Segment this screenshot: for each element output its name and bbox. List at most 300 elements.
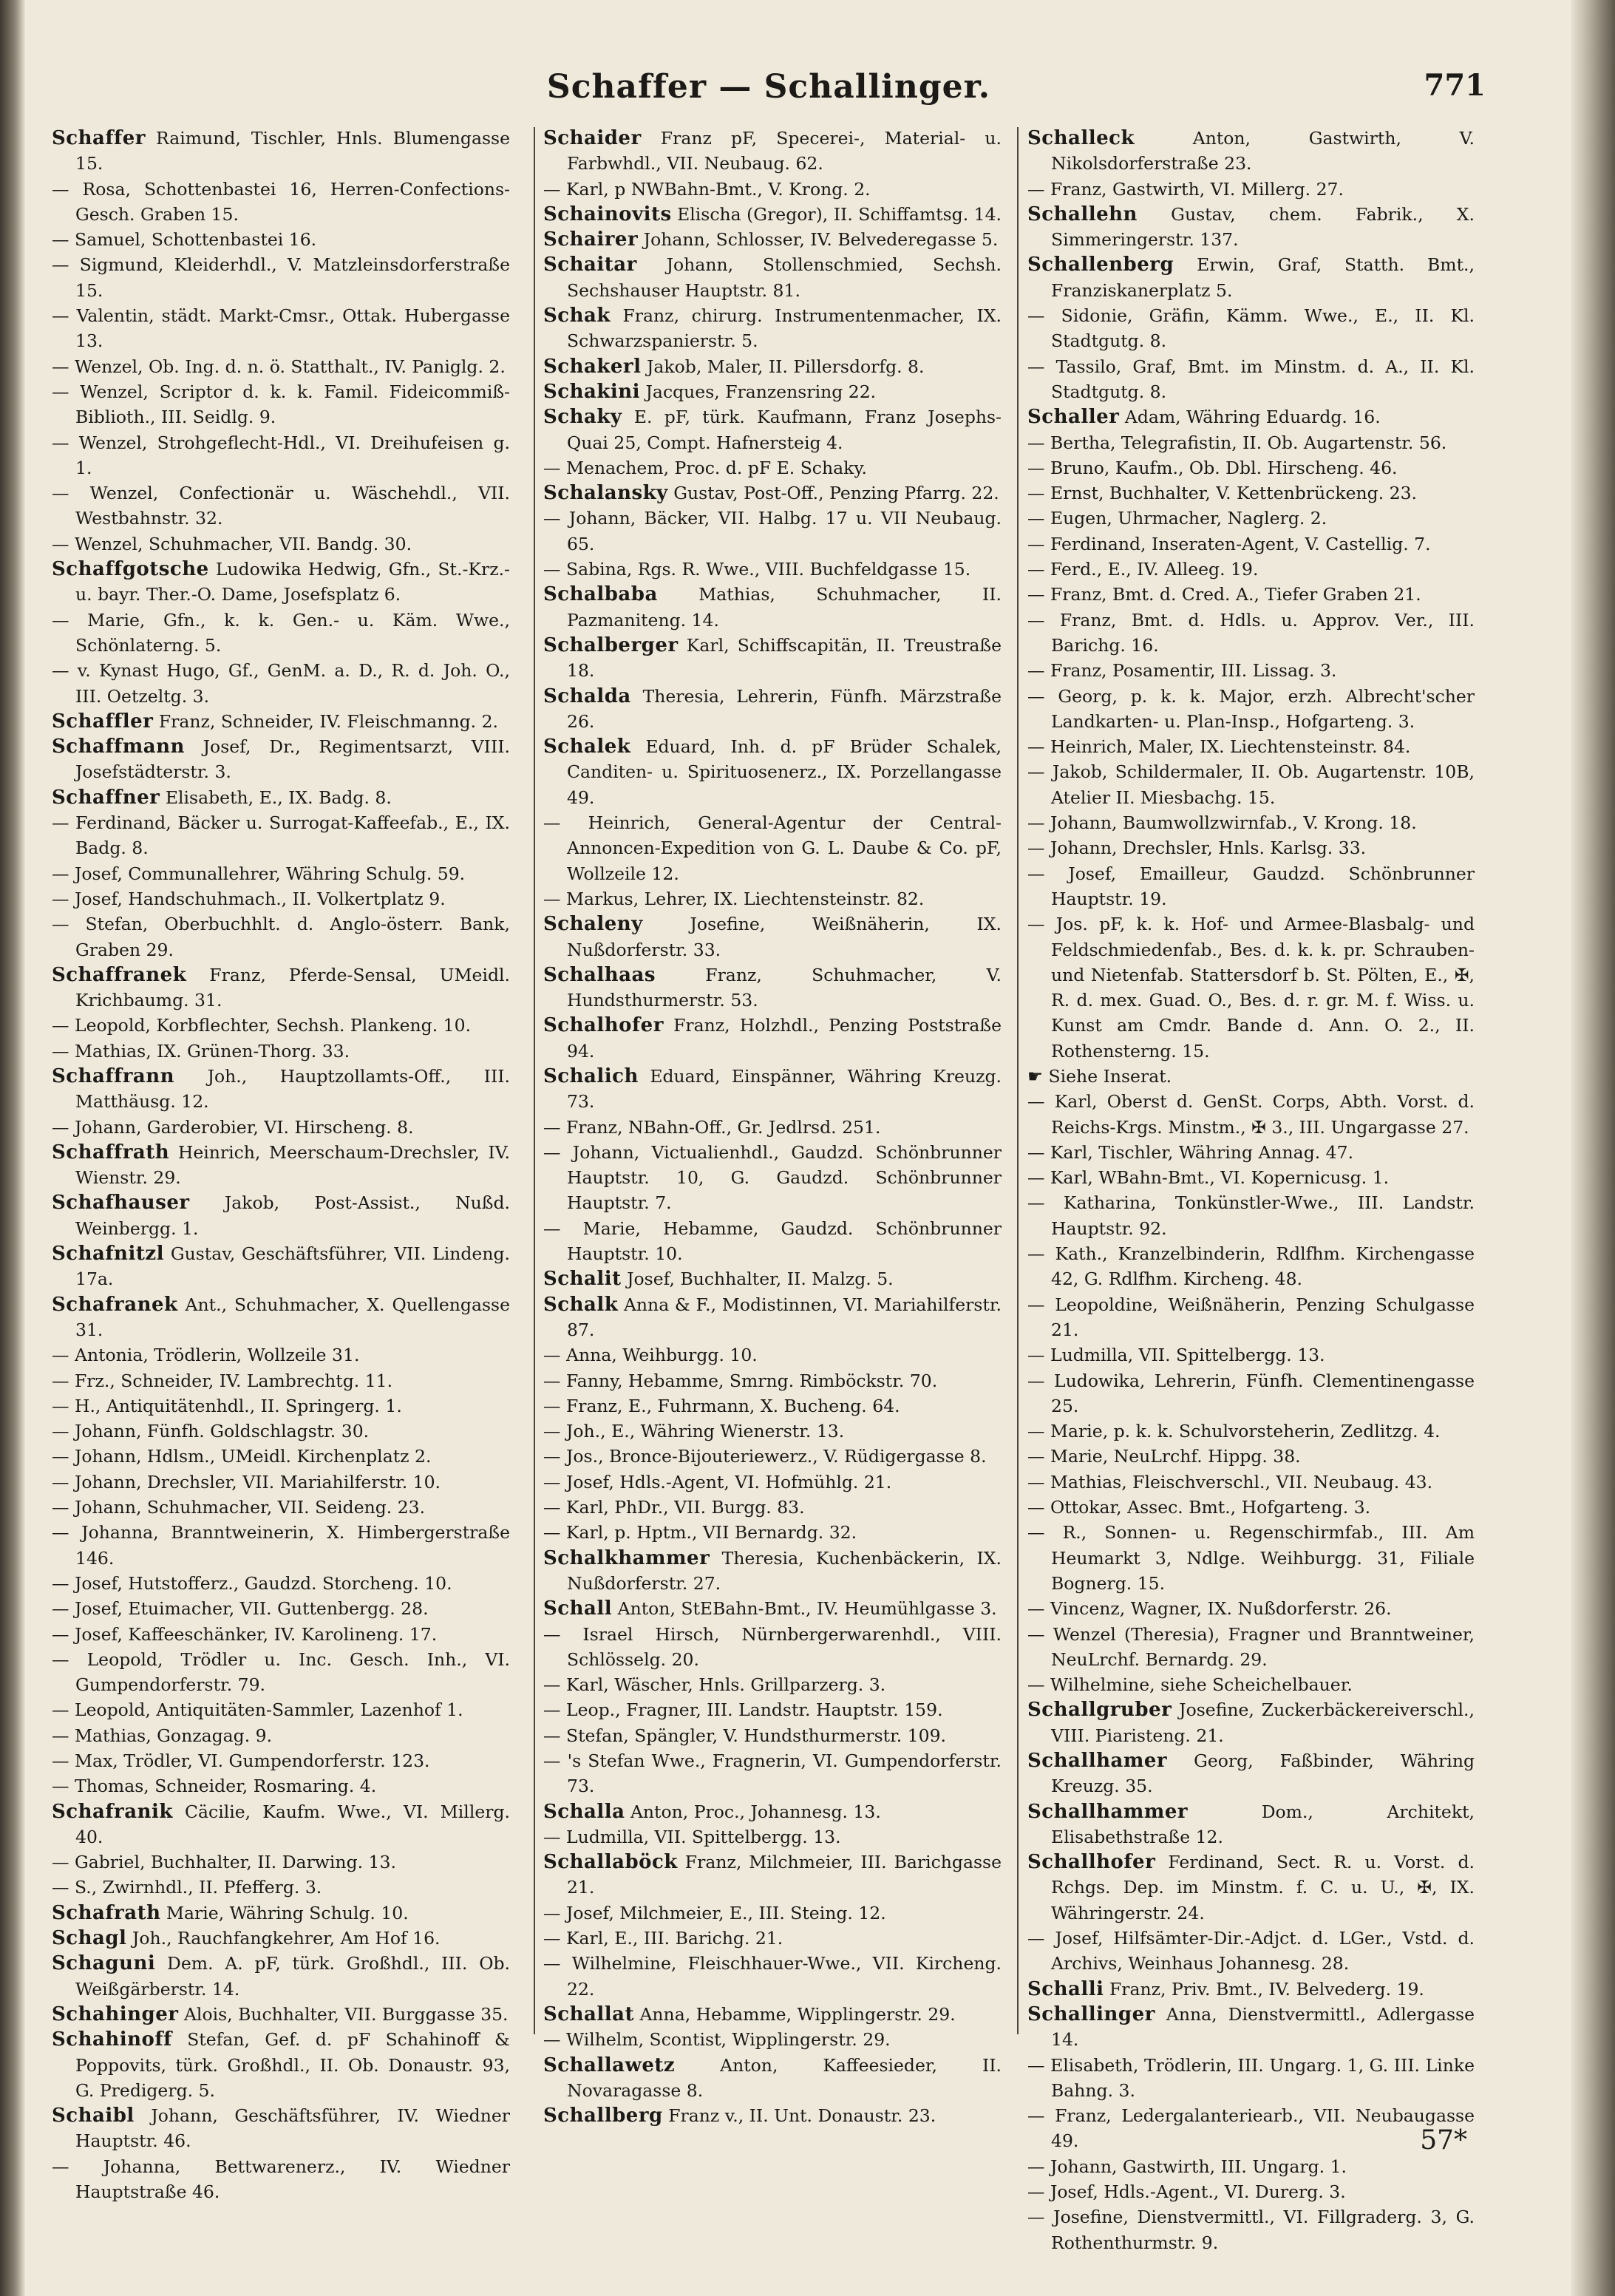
entry-text: — Josef, Hilfsämter-Dir.-Adjct. d. LGer., Vstd. d. Archivs, Weinhaus Johannesg. 28. — [1027, 1928, 1475, 1974]
directory-entry — [52, 886, 510, 911]
entry-text: — Leopold, Trödler u. Inc. Gesch. Inh., VI. Gumpendorferstr. 79. — [52, 1648, 510, 1696]
entry-text: — Johann, Fünfh. Goldschlagstr. 30. — [52, 1421, 370, 1442]
entry-text: — Ottokar, Assec. Bmt., Hofgarteng. 3. — [1027, 1497, 1371, 1518]
directory-entry — [52, 1241, 510, 1292]
entry-text: — Ferdinand, Bäcker u. Surrogat-Kaffeefab., E., IX. Badg. 8. — [52, 812, 510, 859]
directory-entry — [543, 1266, 1002, 1291]
entry-surname: Schahinoff — [52, 2028, 172, 2051]
directory-entry — [543, 2053, 1002, 2104]
directory-entry — [52, 1342, 510, 1368]
directory-entry — [52, 252, 510, 303]
entry-surname: Schalhofer — [543, 1014, 664, 1037]
entry-surname: Schalla — [543, 1800, 625, 1823]
directory-entry — [543, 582, 1002, 633]
entry-surname: Schalek — [543, 736, 631, 758]
entry-surname: Schallehn — [1027, 203, 1138, 225]
entry-text: — Heinrich, General-Agentur der Central-Annoncen-Expedition von G. L. Daube & Co. pF, Wollzeile 12. — [543, 812, 1002, 884]
entry-text: — Johann, Victualienhdl., Gaudzd. Schönbrunner Hauptstr. 10, G. Gaudzd. Schönbrunner Hauptstr. 7. — [543, 1141, 1002, 1214]
directory-entry — [1027, 404, 1475, 429]
column-2 — [543, 126, 1002, 2128]
directory-entry — [52, 1292, 510, 1343]
directory-entry — [1027, 202, 1475, 253]
directory-entry — [543, 810, 1002, 886]
directory-entry — [1027, 506, 1475, 531]
entry-text: Gustav, Geschäftsführer, VII. Lindeng. 17a. — [75, 1243, 510, 1290]
directory-entry — [52, 861, 510, 886]
directory-entry — [543, 1495, 1002, 1520]
entry-text: — Wilhelmine, Fleischhauer-Wwe., VII. Kircheng. 22. — [543, 1953, 1002, 2000]
directory-entry — [543, 455, 1002, 480]
directory-entry — [52, 1064, 510, 1115]
entry-text: — Josef, Emailleur, Gaudzd. Schönbrunner Hauptstr. 19. — [1027, 863, 1475, 909]
entry-surname: Schalich — [543, 1064, 639, 1087]
entry-surname: Schaitar — [543, 254, 637, 276]
directory-entry — [1027, 658, 1475, 683]
entry-text: Jacques, Franzensring 22. — [645, 381, 877, 402]
directory-entry — [543, 734, 1002, 810]
entry-text: — Johann, Gastwirth, III. Ungarg. 1. — [1027, 2156, 1347, 2177]
entry-text: — Marie, Hebamme, Gaudzd. Schönbrunner Hauptstr. 10. — [543, 1217, 1002, 1265]
entry-text: — Sigmund, Kleiderhdl., V. Matzleinsdorferstraße 15. — [52, 254, 510, 301]
directory-entry — [543, 1546, 1002, 1597]
entry-text: Josefine, Weißnäherin, IX. Nußdorferstr. 33. — [567, 914, 1002, 960]
directory-entry — [1027, 2179, 1475, 2204]
column-divider — [534, 127, 535, 2034]
entry-text: Alois, Buchhalter, VII. Burggasse 35. — [183, 2003, 509, 2025]
directory-entry — [543, 506, 1002, 557]
directory-entry — [543, 962, 1002, 1013]
directory-entry — [1027, 2053, 1475, 2104]
entry-text: — Ludmilla, VII. Spittelbergg. 13. — [543, 1826, 841, 1847]
entry-text: — Josef, Milchmeier, E., III. Steing. 12. — [543, 1902, 886, 1923]
entry-text: Anton, Kaffeesieder, II. Novaragasse 8. — [567, 2054, 1002, 2101]
entry-text: — Ferdinand, Inseraten-Agent, V. Castellig. 7. — [1027, 533, 1431, 554]
directory-entry — [543, 1470, 1002, 1495]
entry-surname: Schaibl — [52, 2105, 135, 2127]
page-edge — [1571, 0, 1615, 2296]
entry-surname: Schairer — [543, 228, 639, 251]
entry-text: Gustav, Post-Off., Penzing Pfarrg. 22. — [673, 483, 999, 504]
directory-entry — [52, 1495, 510, 1520]
entry-text: Anna, Hebamme, Wipplingerstr. 29. — [639, 2003, 956, 2025]
directory-entry — [52, 1748, 510, 1773]
entry-text: — Karl, p. Hptm., VII Bernardg. 32. — [543, 1522, 857, 1543]
directory-entry — [543, 1393, 1002, 1419]
page-number: 771 — [1424, 68, 1486, 103]
directory-entry — [52, 1875, 510, 1900]
entry-text: — Karl, E., III. Barichg. 21. — [543, 1928, 783, 1949]
entry-surname: Schaguni — [52, 1952, 156, 1975]
entry-text: — Valentin, städt. Markt-Cmsr., Ottak. Hubergasse 13. — [52, 305, 510, 352]
entry-text: Elisabeth, E., IX. Badg. 8. — [165, 787, 392, 808]
entry-surname: Schallhammer — [1027, 1800, 1189, 1823]
directory-entry — [543, 1723, 1002, 1748]
entry-text: — Katharina, Tonkünstler-Wwe., III. Landstr. Hauptstr. 92. — [1027, 1192, 1475, 1239]
directory-entry — [1027, 835, 1475, 860]
entry-surname: Schalhaas — [543, 963, 656, 986]
directory-entry — [1027, 1165, 1475, 1190]
directory-entry — [1027, 684, 1475, 735]
entry-text: — Frz., Schneider, IV. Lambrechtg. 11. — [52, 1370, 393, 1391]
directory-entry — [52, 531, 510, 557]
directory-entry — [543, 1926, 1002, 1951]
page-header — [52, 68, 1486, 120]
entry-text: Johann, Schlosser, IV. Belvederegasse 5. — [643, 229, 999, 251]
entry-text: — H., Antiquitätenhdl., II. Springerg. 1. — [52, 1395, 402, 1416]
entry-surname: Schallberg — [543, 2105, 663, 2127]
entry-surname: Schaffmann — [52, 736, 185, 758]
directory-entry — [52, 1140, 510, 1191]
directory-entry — [52, 1470, 510, 1495]
entry-surname: Schalleck — [1027, 127, 1135, 149]
directory-entry — [1027, 1241, 1475, 1292]
directory-entry — [543, 1342, 1002, 1368]
entry-text: — v. Kynast Hugo, Gf., GenM. a. D., R. d. Joh. O., III. Oetzeltg. 3. — [52, 660, 510, 707]
entry-text: — Samuel, Schottenbastei 16. — [52, 229, 317, 251]
directory-entry — [1027, 430, 1475, 455]
entry-text: — Johann, Baumwollzwirnfab., V. Krong. 18. — [1027, 812, 1417, 834]
directory-entry — [543, 1368, 1002, 1393]
entry-text: — Stefan, Oberbuchhlt. d. Anglo-österr. Bank, Graben 29. — [52, 914, 510, 960]
entry-text: — Franz, E., Fuhrmann, X. Bucheng. 64. — [543, 1395, 900, 1416]
directory-entry — [543, 1824, 1002, 1850]
entry-text: Erwin, Graf, Statth. Bmt., Franziskanerplatz 5. — [1051, 254, 1475, 301]
signature-mark: 57* — [1420, 2125, 1467, 2156]
entry-surname: Schalansky — [543, 482, 668, 505]
entry-surname: Schagl — [52, 1927, 127, 1950]
entry-text: — Wenzel, Ob. Ing. d. n. ö. Statthalt., IV. Paniglg. 2. — [52, 356, 506, 377]
entry-surname: Schaffranek — [52, 963, 187, 986]
entry-text: — Franz, Posamentir, III. Lissag. 3. — [1027, 660, 1337, 682]
entry-text: — Antonia, Trödlerin, Wollzeile 31. — [52, 1345, 360, 1366]
entry-surname: Schallinger — [1027, 2003, 1155, 2025]
entry-text: — Karl, PhDr., VII. Burgg. 83. — [543, 1497, 805, 1518]
directory-entry — [1027, 1342, 1475, 1368]
entry-text: — Wenzel (Theresia), Fragner und Branntweiner, NeuLrchf. Bernardg. 29. — [1027, 1623, 1475, 1670]
entry-text: — Eugen, Uhrmacher, Naglerg. 2. — [1027, 508, 1327, 529]
entry-text: — R., Sonnen- u. Regenschirmfab., III. Am Heumarkt 3, Ndlge. Weihburgg. 31, Filiale Bognerg. 15. — [1027, 1522, 1475, 1594]
entry-text: Theresia, Lehrerin, Fünfh. Märzstraße 26. — [567, 685, 1002, 732]
entry-text: — Ferd., E., IV. Alleeg. 19. — [1027, 559, 1259, 580]
entry-text: Anton, Proc., Johannesg. 13. — [630, 1801, 881, 1822]
directory-entry — [52, 2154, 510, 2205]
entry-text: — Elisabeth, Trödlerin, III. Ungarg. 1, G. III. Linke Bahng. 3. — [1027, 2054, 1475, 2101]
directory-entry — [1027, 531, 1475, 557]
directory-entry — [543, 1748, 1002, 1799]
entry-surname: Schaffner — [52, 786, 160, 809]
entry-text: — Ludmilla, VII. Spittelbergg. 13. — [1027, 1345, 1325, 1366]
entry-text: Johann, Geschäftsführer, IV. Wiedner Hauptstr. 46. — [75, 2105, 510, 2152]
entry-text: — Johanna, Branntweinerin, X. Himbergerstraße 146. — [52, 1522, 510, 1569]
entry-text: Anton, Gastwirth, V. Nikolsdorferstraße 23. — [1051, 128, 1475, 174]
entry-surname: Schallhofer — [1027, 1851, 1156, 1874]
entry-text: — Tassilo, Graf, Bmt. im Minstm. d. A., II. Kl. Stadtgutg. 8. — [1027, 356, 1475, 402]
entry-surname: Schafnitzl — [52, 1243, 164, 1266]
entry-text: Theresia, Kuchenbäckerin, IX. Nußdorferstr. 27. — [567, 1547, 1002, 1594]
entry-surname: Schalli — [1027, 1977, 1104, 2000]
directory-entry — [1027, 2204, 1475, 2255]
entry-surname: Schafhauser — [52, 1192, 190, 1215]
directory-entry — [52, 1115, 510, 1140]
entry-text: Anna, Dienstvermittl., Adlergasse 14. — [1051, 2003, 1475, 2051]
entry-text: Josef, Buchhalter, II. Malzg. 5. — [627, 1268, 894, 1290]
entry-text: — Bertha, Telegrafistin, II. Ob. Augartenstr. 56. — [1027, 432, 1447, 453]
directory-entry — [1027, 608, 1475, 659]
directory-entry — [1027, 1444, 1475, 1469]
entry-text: — Vincenz, Wagner, IX. Nußdorferstr. 26. — [1027, 1598, 1392, 1620]
entry-text: — Johann, Hdlsm., UMeidl. Kirchenplatz 2. — [52, 1446, 432, 1467]
directory-entry — [1027, 252, 1475, 303]
directory-entry — [52, 354, 510, 379]
entry-text: — Heinrich, Maler, IX. Liechtensteinstr. 84. — [1027, 736, 1411, 758]
directory-entry — [52, 1647, 510, 1698]
directory-entry — [543, 202, 1002, 227]
entry-surname: Schaleny — [543, 913, 643, 936]
directory-entry — [52, 1419, 510, 1444]
directory-entry — [52, 785, 510, 810]
entry-surname: Schallawetz — [543, 2054, 676, 2076]
directory-entry — [52, 1799, 510, 1850]
directory-entry — [52, 2027, 510, 2103]
entry-text: — Menachem, Proc. d. pF E. Schaky. — [543, 457, 867, 478]
directory-entry — [543, 1596, 1002, 1621]
directory-entry — [52, 1571, 510, 1596]
entry-text: — Jakob, Schildermaler, II. Ob. Augartenstr. 10B, Atelier II. Miesbachg. 15. — [1027, 761, 1475, 808]
directory-entry — [543, 227, 1002, 252]
entry-text: Franz, chirurg. Instrumentenmacher, IX. Schwarzspanierstr. 5. — [567, 305, 1002, 352]
entry-surname: Schahinger — [52, 2003, 179, 2025]
directory-entry — [52, 1039, 510, 1064]
entry-text: — Leopold, Antiquitäten-Sammler, Lazenhof 1. — [52, 1699, 463, 1721]
directory-entry — [52, 1444, 510, 1469]
directory-entry — [543, 1419, 1002, 1444]
entry-text: — Franz, Ledergalanteriearb., VII. Neubaugasse 49. — [1027, 2105, 1475, 2152]
entry-text: — Wilhelm, Scontist, Wipplingerstr. 29. — [543, 2029, 891, 2051]
directory-entry — [1027, 2154, 1475, 2179]
entry-surname: Schafranek — [52, 1293, 178, 1316]
entry-text: Franz, Holzhdl., Penzing Poststraße 94. — [567, 1015, 1002, 1062]
directory-entry — [1027, 1977, 1475, 2002]
directory-entry — [52, 658, 510, 709]
entry-text: Ludowika Hedwig, Gfn., St.-Krz.-u. bayr. Ther.-O. Dame, Josefsplatz 6. — [75, 559, 510, 605]
directory-entry — [543, 911, 1002, 962]
directory-entry — [543, 1697, 1002, 1722]
entry-text: Heinrich, Meerschaum-Drechsler, IV. Wienstr. 29. — [75, 1141, 510, 1189]
entry-text: Stefan, Gef. d. pF Schahinoff & Poppovits, türk. Großhdl., II. Ob. Donaustr. 93, G. Predigerg. 5. — [75, 2029, 510, 2101]
entry-surname: Schalberger — [543, 634, 679, 656]
entry-text: Gustav, chem. Fabrik., X. Simmeringerstr. 137. — [1051, 203, 1475, 251]
entry-text: — Thomas, Schneider, Rosmaring. 4. — [52, 1776, 377, 1797]
directory-entry — [543, 177, 1002, 202]
directory-entry — [52, 1013, 510, 1038]
entry-text: — Karl, Wäscher, Hnls. Grillparzerg. 3. — [543, 1674, 886, 1696]
directory-entry — [52, 709, 510, 734]
directory-entry — [1027, 1419, 1475, 1444]
directory-entry — [1027, 582, 1475, 607]
column-1 — [52, 126, 510, 2204]
directory-entry — [543, 2027, 1002, 2052]
entry-surname: Schalda — [543, 685, 631, 707]
directory-entry — [543, 1064, 1002, 1115]
entry-text: Franz, Priv. Bmt., IV. Belvederg. 19. — [1109, 1978, 1424, 2000]
directory-entry — [52, 2002, 510, 2027]
entry-surname: Schaffer — [52, 127, 146, 149]
entry-text: Mathias, Schuhmacher, II. Pazmaniteng. 14. — [567, 584, 1002, 631]
directory-entry — [543, 1901, 1002, 1926]
directory-entry — [52, 810, 510, 861]
directory-entry — [543, 1520, 1002, 1545]
directory-entry — [52, 430, 510, 481]
directory-entry — [1027, 1926, 1475, 1977]
directory-entry — [52, 1850, 510, 1875]
entry-text: ☛ Siehe Inserat. — [1027, 1065, 1172, 1087]
entry-text: — Anna, Weihburgg. 10. — [543, 1345, 758, 1366]
entry-surname: Schalbaba — [543, 583, 658, 606]
directory-entry — [52, 1190, 510, 1241]
entry-surname: Schaider — [543, 127, 642, 149]
entry-text: Dem. A. pF, türk. Großhdl., III. Ob. Weißgärberstr. 14. — [75, 1953, 510, 2000]
directory-entry — [52, 1697, 510, 1722]
entry-text: — Ludowika, Lehrerin, Fünfh. Clementinengasse 25. — [1027, 1370, 1475, 1416]
directory-entry — [1027, 177, 1475, 202]
entry-text: — Jos. pF, k. k. Hof- und Armee-Blasbalg- und Feldschmiedenfab., Bes. d. k. k. pr. Schrauben- und Nietenfab. Stattersdorf b. St. Pölten, E., ✠, R. d. mex. Guad. O., Bes. d. r. gr. M. f. Wiss. u. Kunst am Cmdr. Bande d. Ann. O. 2., II. Rothensterng. 15. — [1027, 914, 1475, 1062]
entry-text: Ferdinand, Sect. R. u. Vorst. d. Rchgs. Dep. im Minstm. f. C. u. U., ✠, IX. Währingerstr. 24. — [1051, 1852, 1475, 1923]
entry-text: — Josef, Communallehrer, Währing Schulg. 59. — [52, 863, 466, 884]
directory-entry — [543, 1444, 1002, 1469]
directory-entry — [1027, 1596, 1475, 1621]
directory-entry — [543, 2002, 1002, 2027]
entry-text: — Josef, Etuimacher, VII. Guttenbergg. 28. — [52, 1598, 429, 1620]
directory-entry — [52, 1520, 510, 1571]
entry-text: Franz, Schneider, IV. Fleischmanng. 2. — [158, 710, 498, 732]
entry-text: — Johann, Garderobier, VI. Hirscheng. 8. — [52, 1116, 414, 1138]
entry-text: — Johann, Bäcker, VII. Halbg. 17 u. VII Neubaug. 65. — [543, 508, 1002, 554]
entry-text: Adam, Währing Eduardg. 16. — [1124, 407, 1381, 428]
entry-text: — Josef, Kaffeeschänker, IV. Karolineng. 17. — [52, 1623, 438, 1645]
entry-text: — Wilhelmine, siehe Scheichelbauer. — [1027, 1674, 1353, 1696]
directory-entry — [543, 886, 1002, 911]
directory-entry — [1027, 734, 1475, 759]
entry-text: — Mathias, IX. Grünen-Thorg. 33. — [52, 1040, 350, 1062]
entry-text: Marie, Währing Schulg. 10. — [166, 1902, 409, 1923]
entry-surname: Schalit — [543, 1268, 622, 1291]
directory-entry — [543, 1013, 1002, 1064]
entry-text: — Johann, Drechsler, VII. Mariahilferstr. 10. — [52, 1471, 441, 1492]
directory-entry — [52, 303, 510, 354]
entry-text: — Sabina, Rgs. R. Wwe., VIII. Buchfeldgasse 15. — [543, 559, 971, 580]
directory-entry — [52, 480, 510, 531]
entry-text: Georg, Faßbinder, Währing Kreuzg. 35. — [1051, 1750, 1475, 1797]
directory-entry — [52, 911, 510, 962]
directory-entry — [1027, 1495, 1475, 1520]
directory-entry — [1027, 1697, 1475, 1748]
entry-text: — Franz, Bmt. d. Cred. A., Tiefer Graben 21. — [1027, 584, 1421, 605]
entry-text: Karl, Schiffscapitän, II. Treustraße 18. — [567, 634, 1002, 682]
directory-entry — [1027, 1622, 1475, 1673]
entry-text: — Bruno, Kaufm., Ob. Dbl. Hirscheng. 46. — [1027, 457, 1398, 478]
directory-entry — [1027, 455, 1475, 480]
directory-entry — [1027, 126, 1475, 177]
entry-text: — Karl, Tischler, Währing Annag. 47. — [1027, 1141, 1354, 1163]
entry-text: Dom., Architekt, Elisabethstraße 12. — [1051, 1801, 1475, 1847]
running-head: Schaffer — Schallinger. — [546, 68, 991, 106]
entry-text: — Marie, Gfn., k. k. Gen.- u. Käm. Wwe., Schönlaterng. 5. — [52, 609, 510, 656]
entry-surname: Schaller — [1027, 406, 1120, 429]
directory-entry — [543, 354, 1002, 379]
entry-surname: Schaffgotsche — [52, 558, 209, 581]
directory-entry — [543, 1951, 1002, 2002]
entry-surname: Schaffrann — [52, 1064, 175, 1087]
directory-entry — [52, 1596, 510, 1621]
entry-text: — Mathias, Fleischverschl., VII. Neubaug. 43. — [1027, 1471, 1433, 1492]
entry-text: — Jos., Bronce-Bijouteriewerz., V. Rüdigergasse 8. — [543, 1446, 987, 1467]
entry-text: Jakob, Maler, II. Pillersdorfg. 8. — [646, 356, 925, 377]
entry-surname: Schallenberg — [1027, 254, 1174, 276]
directory-entry — [1027, 1520, 1475, 1596]
entry-surname: Schakini — [543, 380, 641, 403]
entry-text: — Georg, p. k. k. Major, erzh. Albrecht'scher Landkarten- u. Plan-Insp., Hofgarteng. 3. — [1027, 685, 1475, 732]
directory-entry — [1027, 861, 1475, 912]
entry-text: Franz, Milchmeier, III. Barichgasse 21. — [567, 1852, 1002, 1898]
entry-text: — Mathias, Gonzagag. 9. — [52, 1725, 273, 1746]
directory-entry — [543, 633, 1002, 684]
directory-entry — [543, 1672, 1002, 1697]
entry-text: Franz, Pferde-Sensal, UMeidl. Krichbaumg. 31. — [75, 964, 510, 1011]
directory-entry — [543, 1115, 1002, 1140]
column-divider — [1017, 127, 1019, 2034]
directory-entry — [52, 1393, 510, 1419]
directory-entry — [52, 227, 510, 252]
entry-text: — Israel Hirsch, Nürnbergerwarenhdl., VIII. Schlösselg. 20. — [543, 1623, 1002, 1670]
entry-text: — Karl, Oberst d. GenSt. Corps, Abth. Vorst. d. Reichs-Krgs. Minstm., ✠ 3., III. Ungargasse 27. — [1027, 1091, 1475, 1138]
directory-entry — [1027, 810, 1475, 835]
entry-text: — Josef, Hdls.-Agent, VI. Hofmühlg. 21. — [543, 1471, 892, 1492]
directory-entry — [543, 1216, 1002, 1267]
directory-entry — [543, 404, 1002, 455]
directory-entry — [52, 126, 510, 177]
directory-entry — [1027, 2002, 1475, 2053]
entry-text: Ant., Schuhmacher, X. Quellengasse 31. — [75, 1294, 510, 1340]
entry-surname: Schafrath — [52, 1901, 161, 1924]
directory-entry — [1027, 1850, 1475, 1926]
directory-entry — [1027, 911, 1475, 1064]
entry-text: — Markus, Lehrer, IX. Liechtensteinstr. 82. — [543, 888, 925, 909]
directory-entry — [543, 2103, 1002, 2128]
entry-text: — Josefine, Dienstvermittl., VI. Fillgraderg. 3, G. Rothenthurmstr. 9. — [1027, 2207, 1475, 2253]
directory-entry — [1027, 759, 1475, 810]
entry-text: — Johann, Schuhmacher, VII. Seideng. 23. — [52, 1497, 426, 1518]
entry-text: — Johanna, Bettwarenerz., IV. Wiedner Hauptstraße 46. — [52, 2156, 510, 2203]
directory-entry — [52, 379, 510, 430]
entry-text: — Karl, p NWBahn-Bmt., V. Krong. 2. — [543, 178, 871, 200]
directory-entry — [543, 1292, 1002, 1343]
directory-entry — [52, 1723, 510, 1748]
directory-entry — [52, 962, 510, 1013]
entry-text: — Marie, p. k. k. Schulvorsteherin, Zedlitzg. 4. — [1027, 1421, 1441, 1442]
directory-entry — [1027, 1368, 1475, 1419]
directory-entry — [543, 1140, 1002, 1216]
directory-entry — [543, 1850, 1002, 1901]
entry-text: Joh., Rauchfangkehrer, Am Hof 16. — [132, 1928, 441, 1949]
entry-text: Johann, Stollenschmied, Sechsh. Sechshauser Hauptstr. 81. — [567, 254, 1002, 301]
entry-text: — Ernst, Buchhalter, V. Kettenbrückeng. 23. — [1027, 483, 1418, 504]
entry-text: Eduard, Inh. d. pF Brüder Schalek, Canditen- u. Spirituosenerz., IX. Porzellangasse 49. — [567, 736, 1002, 808]
entry-text: — Wenzel, Scriptor d. k. k. Famil. Fideicommiß-Biblioth., III. Seidlg. 9. — [52, 381, 510, 428]
directory-entry — [1027, 1799, 1475, 1850]
directory-entry — [543, 1799, 1002, 1824]
directory-entry — [1027, 1748, 1475, 1799]
entry-surname: Schall — [543, 1597, 613, 1620]
